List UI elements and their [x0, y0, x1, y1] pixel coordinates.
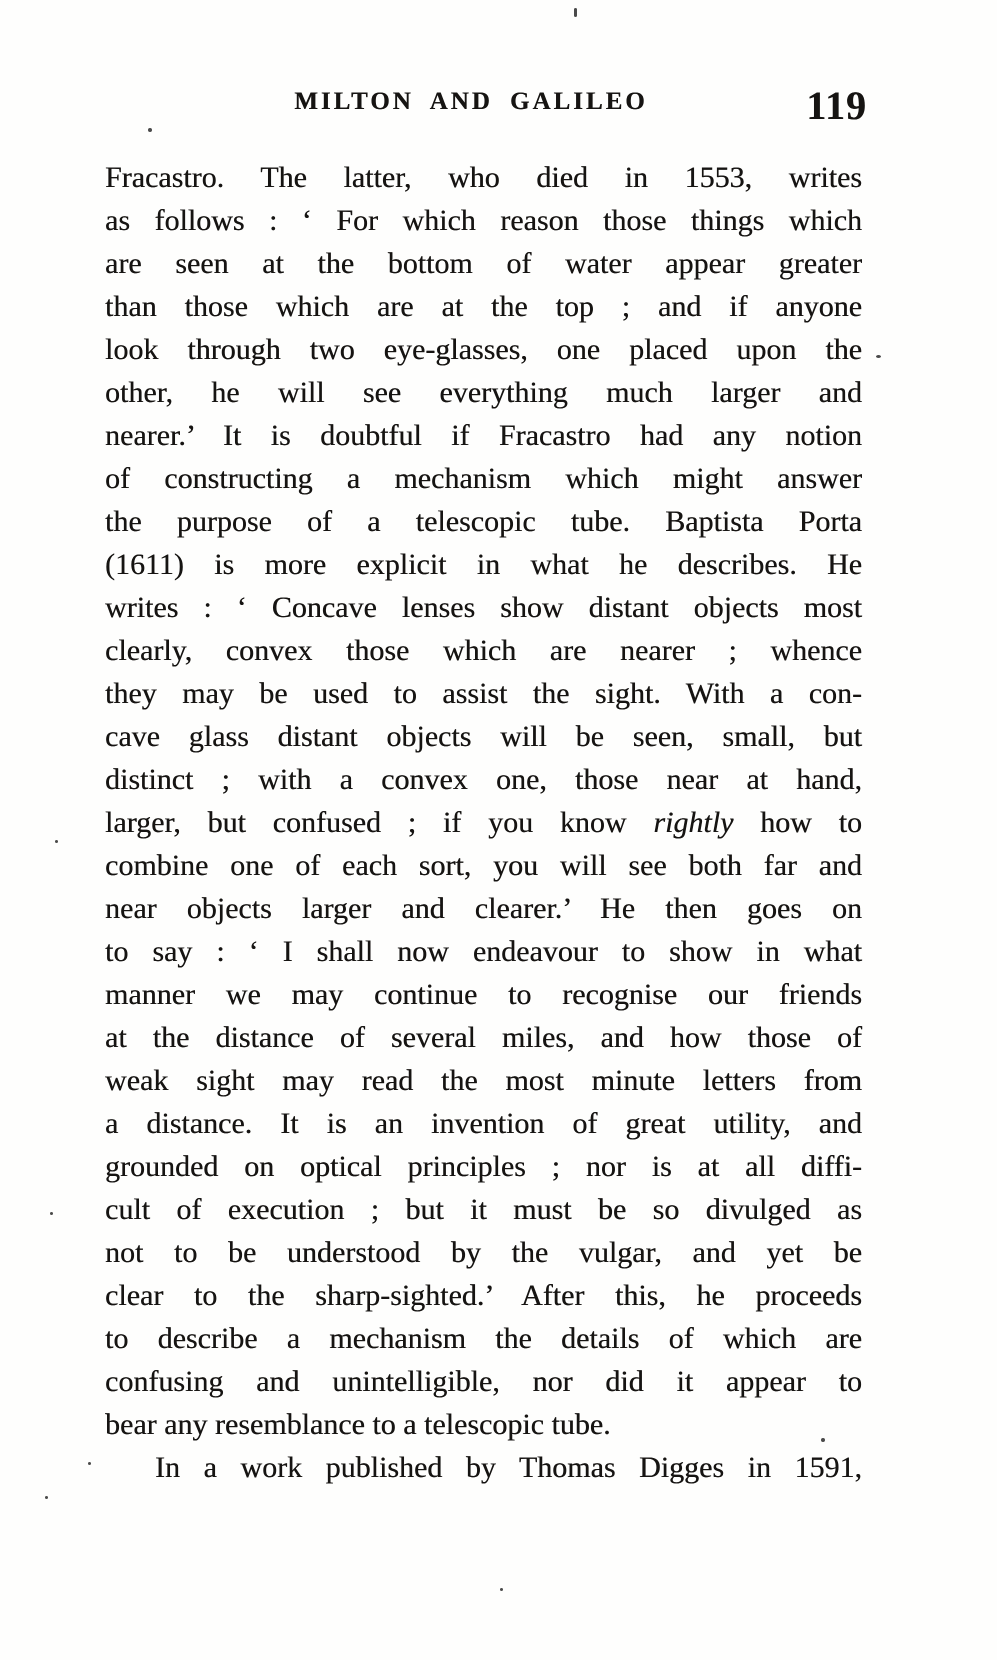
text-line: [105, 930, 862, 973]
text-segment: writes : ‘ Concave lenses show distant objects most: [105, 591, 862, 624]
text-line: [105, 973, 862, 1016]
scan-speck: [45, 1496, 48, 1499]
italic-text: rightly: [653, 806, 734, 839]
text-line: [105, 1403, 862, 1446]
text-line: [105, 242, 862, 285]
text-line: [105, 285, 862, 328]
text-line: [105, 1274, 862, 1317]
text-line: [105, 672, 862, 715]
text-segment: at the distance of several miles, and how those of: [105, 1021, 862, 1054]
text-segment: to describe a mechanism the details of which are: [105, 1322, 862, 1355]
text-segment: grounded on optical principles ; nor is at all diffi-: [105, 1150, 862, 1183]
text-segment: confusing and unintelligible, nor did it appear to: [105, 1365, 862, 1398]
text-segment: bear any resemblance to a telescopic tube.: [105, 1408, 611, 1441]
text-segment: look through two eye-glasses, one placed upon the: [105, 333, 862, 366]
text-segment: weak sight may read the most minute letters from: [105, 1064, 862, 1097]
text-segment: to say : ‘ I shall now endeavour to show in what: [105, 935, 862, 968]
text-segment: they may be used to assist the sight. With a con-: [105, 677, 862, 710]
text-segment: cult of execution ; but it must be so divulged as: [105, 1193, 862, 1226]
text-line: [105, 801, 862, 844]
scan-speck: [55, 840, 58, 843]
text-line: [105, 715, 862, 758]
text-line: [105, 1188, 862, 1231]
scan-speck: [574, 8, 577, 17]
text-line: [105, 1059, 862, 1102]
text-segment: the purpose of a telescopic tube. Baptista Porta: [105, 505, 862, 538]
text-line: [105, 457, 862, 500]
text-segment: are seen at the bottom of water appear greater: [105, 247, 862, 280]
text-line: [105, 199, 862, 242]
text-line: [105, 543, 862, 586]
text-segment: near objects larger and clearer.’ He then goes on: [105, 892, 862, 925]
text-line: [105, 371, 862, 414]
text-line: [105, 1231, 862, 1274]
text-segment: In a work published by Thomas Digges in 1591,: [155, 1451, 862, 1484]
text-line: [105, 844, 862, 887]
text-line: [105, 887, 862, 930]
text-segment: cave glass distant objects will be seen, small, but: [105, 720, 862, 753]
body-text: [105, 156, 862, 1489]
text-segment: other, he will see everything much larger and: [105, 376, 862, 409]
text-segment: of constructing a mechanism which might answer: [105, 462, 862, 495]
text-segment: nearer.’ It is doubtful if Fracastro had any notion: [105, 419, 862, 452]
text-line: [105, 586, 862, 629]
text-line: [105, 414, 862, 457]
text-line: [105, 758, 862, 801]
scan-speck: [821, 1438, 825, 1442]
text-segment: combine one of each sort, you will see both far and: [105, 849, 862, 882]
text-segment: (1611) is more explicit in what he describes. He: [105, 548, 862, 581]
text-line: [105, 1016, 862, 1059]
page-number: 119: [806, 83, 867, 128]
text-line: [105, 156, 862, 199]
text-segment: distinct ; with a convex one, those near at hand,: [105, 763, 862, 796]
text-segment: a distance. It is an invention of great utility, and: [105, 1107, 862, 1140]
text-segment: not to be understood by the vulgar, and yet be: [105, 1236, 862, 1269]
text-line: [105, 1102, 862, 1145]
text-line: [105, 328, 862, 371]
running-title: MILTON AND GALILEO: [294, 88, 648, 115]
scan-speck: [88, 1462, 91, 1465]
scan-speck: [500, 1588, 503, 1591]
text-line: [105, 500, 862, 543]
text-segment: clearly, convex those which are nearer ; whence: [105, 634, 862, 667]
text-segment: as follows : ‘ For which reason those things which: [105, 204, 862, 237]
text-line: [105, 1317, 862, 1360]
text-segment: larger, but confused ; if you know: [105, 806, 654, 839]
text-line: [105, 1145, 862, 1188]
text-segment: Fracastro. The latter, who died in 1553, writes: [105, 161, 862, 194]
text-line: [105, 629, 862, 672]
text-line: [105, 1446, 862, 1489]
scan-speck: [876, 355, 881, 358]
text-segment: how to: [733, 806, 862, 839]
text-segment: manner we may continue to recognise our friends: [105, 978, 862, 1011]
text-line: [105, 1360, 862, 1403]
text-segment: than those which are at the top ; and if anyone: [105, 290, 862, 323]
scan-speck: [50, 1212, 53, 1215]
scan-speck: [148, 128, 152, 132]
text-segment: clear to the sharp-sighted.’ After this, he proceeds: [105, 1279, 862, 1312]
